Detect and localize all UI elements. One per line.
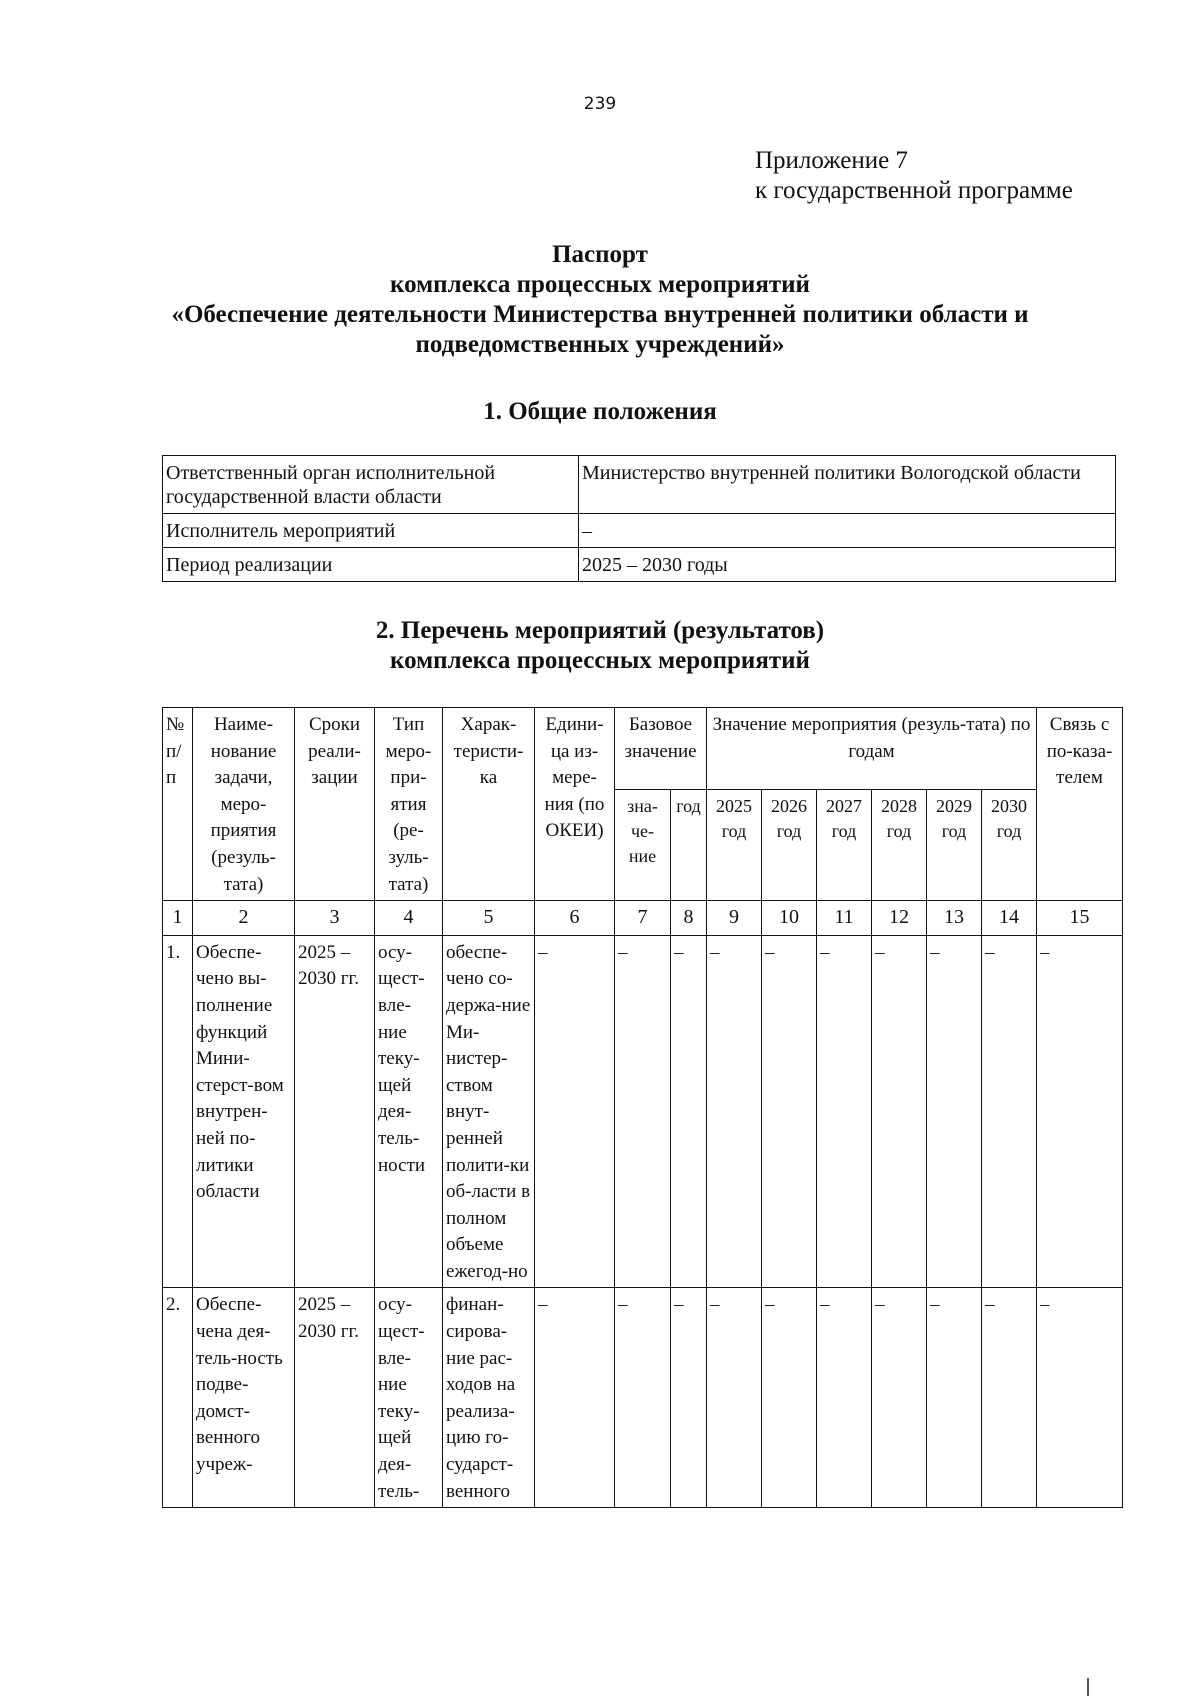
row-name: Обеспе-чена дея-тель-ность подве-домст-венного учреж-	[193, 1288, 295, 1508]
document-title	[0, 240, 1200, 360]
row-cell: –	[817, 935, 872, 1288]
column-number: 10	[762, 901, 817, 936]
row-cell: –	[927, 1288, 982, 1508]
row-value: –	[579, 514, 1116, 548]
row-terms: 2025 – 2030 гг.	[295, 935, 375, 1288]
header-link: Связь с по-каза-телем	[1037, 708, 1123, 901]
title-line-3: «Обеспечение деятельности Министерства внутренней политики области и	[171, 301, 1029, 328]
row-name: Обеспе-чено вы-полнение функций Мини-стерст-вом внутрен-ней по-литики области	[193, 935, 295, 1288]
header-characteristic: Харак-теристи-ка	[443, 708, 535, 901]
scan-mark	[1087, 1678, 1089, 1696]
row-cell: –	[872, 1288, 927, 1508]
row-cell: –	[535, 935, 615, 1288]
header-unit: Едини-ца из-мере-ния (по ОКЕИ)	[535, 708, 615, 901]
column-number: 6	[535, 901, 615, 936]
header-year-2027: 2027 год	[817, 789, 872, 900]
header-base: Базовое значение	[615, 708, 707, 790]
section2-heading	[0, 616, 1200, 676]
header-num: № п/п	[163, 708, 193, 901]
column-number: 5	[443, 901, 535, 936]
column-number: 9	[707, 901, 762, 936]
table-row	[163, 1288, 1123, 1508]
title-line-4: подведомственных учреждений»	[415, 331, 785, 358]
row-cell: –	[671, 935, 707, 1288]
column-number: 3	[295, 901, 375, 936]
row-cell: –	[762, 935, 817, 1288]
title-line-1: Паспорт	[552, 241, 648, 268]
table-row	[163, 935, 1123, 1288]
row-type: осу-щест-вле-ние теку-щей дея-тель-	[375, 1288, 443, 1508]
row-type: осу-щест-вле-ние теку-щей дея-тель-ности	[375, 935, 443, 1288]
header-base-value: зна-че-ние	[615, 789, 671, 900]
column-number-row	[163, 901, 1123, 936]
appendix-line-2: к государственной программе	[755, 177, 1073, 204]
row-label: Период реализации	[163, 548, 579, 582]
row-cell: –	[762, 1288, 817, 1508]
column-number: 14	[982, 901, 1037, 936]
section2-heading-line-2: комплекса процессных мероприятий	[390, 647, 810, 674]
page-number: 239	[583, 94, 617, 114]
column-number: 13	[927, 901, 982, 936]
row-characteristic: финан-сирова-ние рас-ходов на реализа-цию го-сударст-венного	[443, 1288, 535, 1508]
row-label: Ответственный орган исполнительной государственной власти области	[163, 456, 579, 514]
header-name: Наиме-нование задачи, меро-приятия (резуль-тата)	[193, 708, 295, 901]
row-cell: –	[615, 1288, 671, 1508]
appendix-note	[755, 146, 1073, 206]
row-label: Исполнитель мероприятий	[163, 514, 579, 548]
measures-table	[162, 707, 1123, 1508]
column-number: 8	[671, 901, 707, 936]
section2-heading-line-1: 2. Перечень мероприятий (результатов)	[375, 617, 825, 644]
table-row	[163, 514, 1116, 548]
row-cell: –	[817, 1288, 872, 1508]
row-cell: –	[982, 935, 1037, 1288]
general-provisions-table	[162, 455, 1116, 582]
appendix-line-1: Приложение 7	[755, 147, 908, 174]
table-row	[163, 456, 1116, 514]
column-number: 2	[193, 901, 295, 936]
row-cell: –	[927, 935, 982, 1288]
section1-heading: 1. Общие положения	[483, 398, 717, 425]
row-cell: –	[1037, 935, 1123, 1288]
row-cell: –	[982, 1288, 1037, 1508]
row-characteristic: обеспе-чено со-держа-ние Ми-нистер-ством внут-ренней полити-ки об-ласти в полном объеме ежегод-но	[443, 935, 535, 1288]
row-terms: 2025 – 2030 гг.	[295, 1288, 375, 1508]
row-cell: –	[707, 1288, 762, 1508]
header-base-year: год	[671, 789, 707, 900]
column-number: 4	[375, 901, 443, 936]
title-line-2: комплекса процессных мероприятий	[390, 271, 810, 298]
row-value: 2025 – 2030 годы	[579, 548, 1116, 582]
header-type: Тип меро-при-ятия (ре-зуль-тата)	[375, 708, 443, 901]
row-cell: –	[707, 935, 762, 1288]
column-number: 1	[163, 901, 193, 936]
column-number: 15	[1037, 901, 1123, 936]
column-number: 12	[872, 901, 927, 936]
row-cell: –	[535, 1288, 615, 1508]
table-row	[163, 548, 1116, 582]
header-terms: Сроки реали-зации	[295, 708, 375, 901]
row-cell: –	[671, 1288, 707, 1508]
row-cell: –	[615, 935, 671, 1288]
column-number: 7	[615, 901, 671, 936]
column-number: 11	[817, 901, 872, 936]
row-cell: –	[872, 935, 927, 1288]
header-year-2028: 2028 год	[872, 789, 927, 900]
row-cell: –	[1037, 1288, 1123, 1508]
header-year-2026: 2026 год	[762, 789, 817, 900]
header-row	[163, 708, 1123, 790]
row-num: 1.	[163, 935, 193, 1288]
header-year-2025: 2025 год	[707, 789, 762, 900]
header-year-2029: 2029 год	[927, 789, 982, 900]
row-num: 2.	[163, 1288, 193, 1508]
row-value: Министерство внутренней политики Вологодской области	[579, 456, 1116, 514]
header-values: Значение мероприятия (резуль-тата) по годам	[707, 708, 1037, 790]
header-year-2030: 2030 год	[982, 789, 1037, 900]
